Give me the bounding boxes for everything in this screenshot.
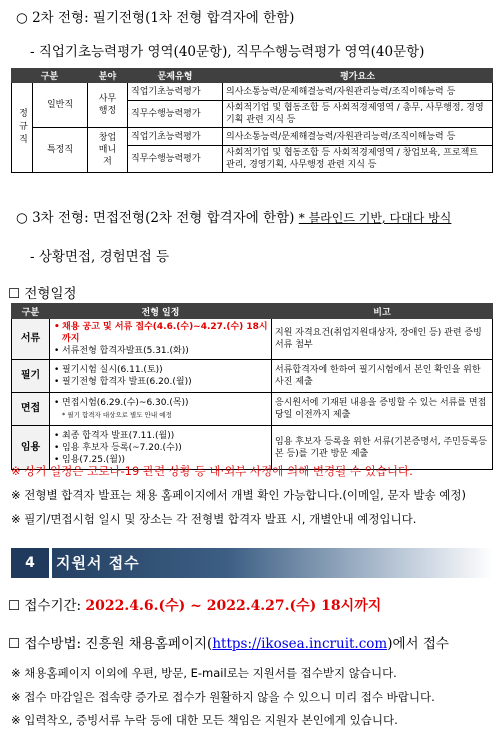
table-row [12,319,493,360]
table-row [12,128,493,146]
remark-cell: 임용 후보자 등록을 위한 서류(기본증명서, 주민등록등본 등)를 기관 방문 제출 [272,426,493,470]
category-cell: 일반직 [33,83,88,128]
schedule-notice: ※ 상기 일정은 코로나-19 관련 상황 등 내·외부 사정에 의해 변경될 수 있습니다. [11,464,413,478]
stage-cell: 서류 [12,319,50,360]
apply-notice: ※ 채용홈페이지 이외에 우편, 방문, E-mail로는 지원서를 접수받지 않습니다. [11,666,397,680]
col-header-elements: 평가요소 [223,69,493,83]
field-cell: 창업매니저 [88,128,128,173]
remark-cell: 서류합격자에 한하여 필기시험에서 본인 확인을 위한 사진 제출 [272,360,493,393]
type-cell: 직무수행능력평가 [128,101,223,128]
recruit-site-link[interactable]: https://ikosea.incruit.com [212,636,388,652]
section-3rd-heading-text: ○ 3차 전형: 면접전형(2차 전형 합격자에 한함) [16,210,295,226]
apply-period-label: ☐ 접수기간: [8,598,82,614]
schedule-item: • 최종 합격자 발표(7.11.(월)) [62,430,268,442]
schedule-notice: ※ 필기/면접시험 일시 및 장소는 각 전형별 합격자 발표 시, 개별안내 예정입니다. [11,512,417,526]
schedule-item: • 면접시험(6.29.(수)~6.30.(목)) [62,397,268,409]
schedule-small-note: * 필기 합격자 대상으로 별도 안내 예정 [62,411,172,419]
section-3rd-heading-note: * 블라인드 기반, 다대다 방식 [298,211,452,225]
section-divider [49,548,52,578]
schedule-heading: ☐ 전형일정 [8,286,77,302]
apply-notice: ※ 접수 마감일은 접속량 증가로 접수가 원활하지 않을 수 있으니 미리 접수 바랍니다. [11,690,435,704]
apply-method [8,632,449,652]
apply-period [8,594,381,615]
apply-method-label: ☐ 접수방법: 진흥원 채용홈페이지( [8,636,213,652]
group-label: 정규직 [12,83,33,173]
section-title: 지원서 접수 [56,554,140,572]
col-header-type: 문제유형 [128,69,223,83]
schedule-item: • 임용(7.25.(월)) [62,454,268,466]
apply-period-value: 2022.4.6.(수) ~ 2022.4.27.(수) 18시까지 [85,598,382,614]
stage-cell: 면접 [12,393,50,426]
category-cell: 특정직 [33,128,88,173]
col-header-stage: 구분 [12,304,50,319]
schedule-item: • 서류전형 합격자발표(5.31.(화)) [62,345,268,357]
element-cell: 의사소통능력/문제해결능력/자원관리능력/조직이해능력 등 [223,83,493,101]
col-header-remark: 비고 [272,304,493,319]
schedule-item: • 필기시험 실시(6.11.(토)) [62,364,268,376]
section-2nd-heading: ○ 2차 전형: 필기전형(1차 전형 합격자에 한함) [16,10,295,26]
schedule-cell [50,393,272,426]
col-header-schedule: 전형 일정 [50,304,272,319]
section-3rd-heading [16,206,451,226]
col-header-field: 분야 [88,69,128,83]
type-cell: 직업기초능력평가 [128,128,223,146]
schedule-item: • 필기전형 합격자 발표(6.20.(월)) [62,376,268,388]
schedule-cell [50,319,272,360]
written-exam-table [11,68,493,173]
schedule-cell [50,360,272,393]
col-header-category: 구분 [12,69,88,83]
section-3rd-sub: - 상황면접, 경험면접 등 [30,249,170,265]
table-row [12,83,493,101]
element-cell: 사회적기업 및 협동조합 등 사회적경제영역 / 창업보육, 프로젝트 관리, 경영기획, 사무행정 관련 지식 등 [223,146,493,173]
section-2nd-sub: - 직업기초능력평가 영역(40문항), 직무수행능력평가 영역(40문항) [30,44,425,60]
remark-cell: 응시원서에 기재된 내용을 증빙할 수 있는 서류를 면접당일 이전까지 제출 [272,393,493,426]
section-number: 4 [11,548,49,578]
element-cell: 사회적기업 및 협동조합 등 사회적경제영역 / 총무, 사무행정, 경영기획 관련 지식 등 [223,101,493,128]
table-row [12,360,493,393]
apply-notice: ※ 입력착오, 증빙서류 누락 등에 대한 모든 책임은 지원자 본인에게 있습니다. [11,713,398,727]
type-cell: 직무수행능력평가 [128,146,223,173]
element-cell: 의사소통능력/문제해결능력/자원관리능력/조직이해능력 등 [223,128,493,146]
stage-cell: 필기 [12,360,50,393]
schedule-notice: ※ 전형별 합격자 발표는 채용 홈페이지에서 개별 확인 가능합니다.(이메일, 문자 발송 예정) [11,488,466,502]
type-cell: 직업기초능력평가 [128,83,223,101]
schedule-item: • 채용 공고 및 서류 접수(4.6.(수)~4.27.(수) 18시까지 [62,321,268,345]
remark-cell: 지원 자격요건(취업지원대상자, 장애인 등) 관련 증빙서류 첨부 [272,319,493,360]
apply-method-tail: )에서 접수 [387,636,449,652]
table-row [12,393,493,426]
schedule-table [11,303,493,470]
stage-cell: 임용 [12,426,50,470]
schedule-item: • 임용 후보자 등록(~7.20.(수)) [62,442,268,454]
field-cell: 사무행정 [88,83,128,128]
